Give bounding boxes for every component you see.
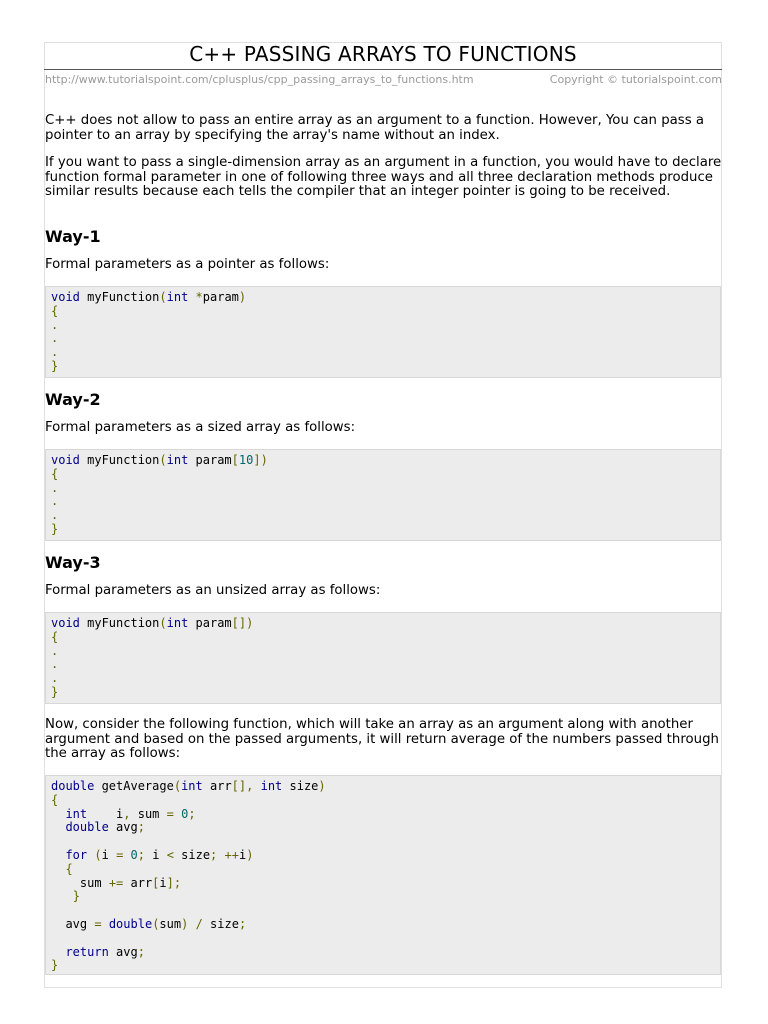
code-token: += — [108, 875, 124, 890]
example-code-block — [45, 775, 721, 975]
code-token: . — [51, 331, 59, 346]
code-token: avg — [65, 916, 95, 931]
code-token: size — [202, 916, 239, 931]
code-token: . — [51, 494, 59, 509]
code-token: int — [166, 290, 189, 304]
code-token: myFunction — [79, 290, 160, 304]
code-token: . — [51, 317, 59, 332]
title-divider — [44, 69, 722, 70]
code-token: void — [51, 616, 80, 630]
code-token: . — [51, 671, 59, 686]
code-token: i — [159, 875, 167, 890]
code-token: { — [51, 466, 59, 481]
code-token: arr — [202, 779, 232, 793]
code-token: ; — [137, 820, 145, 835]
code-token: } — [51, 958, 59, 973]
code-token: } — [51, 358, 59, 373]
code-token: ( — [173, 779, 182, 793]
code-token: ; — [188, 806, 196, 821]
code-token: i — [87, 806, 124, 821]
code-token: [], — [231, 779, 254, 793]
code-token: { — [51, 303, 59, 318]
code-token: sum — [79, 875, 109, 890]
code-token: return — [65, 944, 109, 959]
code-token: []) — [231, 616, 254, 630]
code-token: ( — [159, 616, 167, 630]
code-token: * — [188, 290, 203, 304]
example-description: Now, consider the following function, which will take an array as an argument along with another argument and based on the passed arguments, it will return average of the numbers passed through the array as follows: — [45, 717, 719, 762]
code-token: ; — [137, 847, 145, 862]
code-token: arr — [123, 875, 153, 890]
code-token: for — [65, 847, 88, 862]
code-token: ; — [210, 847, 218, 862]
code-token: param — [188, 453, 232, 467]
code-token: ( — [94, 847, 102, 862]
code-token: getAverage — [94, 779, 174, 793]
way-1-description: Formal parameters as a pointer as follows: — [45, 257, 330, 272]
intro-paragraph-2: If you want to pass a single-dimension array as an argument in a function, you would have to declare function formal parameter in one of following three ways and all three declaration methods produce similar results because each tells the compiler that an integer pointer is going to be received. — [45, 155, 722, 200]
code-token: / — [195, 916, 203, 931]
page-title: C++ PASSING ARRAYS TO FUNCTIONS — [189, 42, 577, 66]
code-token: } — [51, 521, 59, 536]
intro-paragraph-1: C++ does not allow to pass an entire array as an argument to a function. However, You can pass a pointer to an array by specifying the array's name without an index. — [45, 113, 705, 143]
code-token: [ — [152, 875, 160, 890]
code-token: ++ — [224, 847, 239, 862]
code-token: myFunction — [79, 616, 160, 630]
way-1-code-block — [45, 286, 721, 378]
source-url[interactable]: http://www.tutorialspoint.com/cplusplus/cpp_passing_arrays_to_functions.htm — [45, 73, 474, 86]
code-token: , — [123, 806, 131, 821]
way-3-code-block — [45, 612, 721, 704]
code-token: ; — [238, 916, 247, 931]
code-token: int — [65, 806, 88, 821]
code-token: double — [65, 820, 109, 835]
code-token: avg — [108, 944, 138, 959]
way-3-heading: Way-3 — [45, 553, 101, 572]
code-token: ) — [181, 916, 189, 931]
code-token: int — [181, 779, 203, 793]
code-token: ( — [159, 290, 167, 304]
code-token: i — [145, 847, 167, 862]
code-token: sum — [130, 806, 167, 821]
way-2-code-block — [45, 449, 721, 541]
code-token: size — [282, 779, 319, 793]
code-token: { — [51, 629, 59, 644]
code-token: int — [166, 453, 189, 467]
way-2-description: Formal parameters as a sized array as follows: — [45, 420, 356, 435]
code-token: { — [65, 861, 73, 876]
code-token: 0 — [181, 806, 189, 821]
code-token: int — [166, 616, 189, 630]
way-1-heading: Way-1 — [45, 227, 101, 246]
code-token: void — [51, 453, 80, 467]
code-token: 0 — [130, 847, 138, 862]
code-token: double — [51, 779, 95, 793]
code-token: } — [72, 889, 80, 904]
code-token: = — [116, 847, 124, 862]
code-token: void — [51, 290, 80, 304]
code-token: . — [51, 657, 59, 672]
code-token: sum — [159, 916, 182, 931]
code-token: . — [51, 480, 59, 495]
code-token: param — [188, 616, 232, 630]
code-token: ) — [246, 847, 254, 862]
copyright-notice: Copyright © tutorialspoint.com — [549, 73, 722, 86]
code-token: param — [202, 290, 239, 304]
code-token: < — [166, 847, 174, 862]
code-token: int — [260, 779, 283, 793]
code-token: 10 — [238, 453, 254, 467]
code-token: . — [51, 643, 59, 658]
code-token: ) — [318, 779, 326, 793]
code-token: } — [51, 684, 59, 699]
code-token: ( — [159, 453, 167, 467]
code-token: i — [101, 847, 117, 862]
code-token: ]) — [253, 453, 268, 467]
code-token: i — [238, 847, 247, 862]
way-2-heading: Way-2 — [45, 390, 101, 409]
way-3-description: Formal parameters as an unsized array as follows: — [45, 583, 381, 598]
code-token: avg — [108, 820, 138, 835]
code-token: ; — [137, 944, 145, 959]
code-token: myFunction — [79, 453, 160, 467]
code-token: . — [51, 508, 59, 523]
code-token: = — [94, 916, 102, 931]
code-token: [ — [231, 453, 239, 467]
code-token: = — [166, 806, 174, 821]
code-token: ( — [152, 916, 160, 931]
code-token: ) — [238, 290, 247, 304]
code-token: ]; — [166, 875, 182, 890]
code-token: . — [51, 345, 59, 360]
code-token: double — [108, 916, 153, 931]
code-token: size — [173, 847, 211, 862]
code-token: { — [51, 792, 59, 807]
